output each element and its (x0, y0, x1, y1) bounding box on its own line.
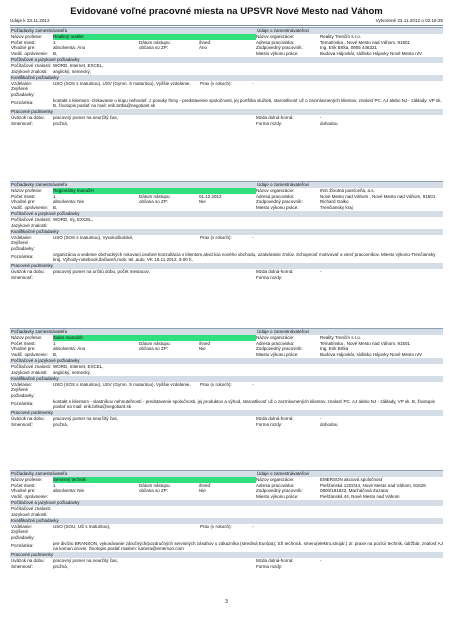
label: Zvýšené požiadavky: (11, 529, 35, 540)
driver-license: B, (53, 50, 58, 56)
offer-header: Požiadavky zamestnávateľa (11, 471, 68, 476)
start-date: ihneď (199, 482, 211, 488)
vacancy-count: 1 (53, 193, 56, 199)
computer-skills: WORD, Inj, EXCEL, (53, 217, 94, 223)
education: USO (SOS s maturitou), Vysokoškolské, (53, 234, 134, 240)
contact-person: 0800/181822, Macháčová Zuzana (320, 488, 389, 494)
label: Zvýšené požiadavky: (11, 240, 35, 251)
label: Úväzok na dobu: (11, 115, 45, 121)
label: Poznámka: (11, 254, 34, 260)
label: Vodič. oprávnenie: (11, 50, 49, 56)
graduate-suitability: absolventa: Áno (53, 45, 86, 51)
label: Dátum nástupu: (139, 482, 171, 488)
conditions-section-header: Pracovné podmienky (10, 263, 443, 269)
label: Prax (v rokoch): (200, 80, 232, 86)
label: Jazykové znalosti: (11, 68, 48, 74)
label: Forma mzdy: (256, 563, 283, 569)
label: Počet miest: (11, 482, 36, 488)
work-location: Trenčiansky kraj (320, 204, 353, 210)
label: Poznámka: (11, 401, 34, 407)
wage-form (320, 564, 443, 570)
contract-type: pracovný pomer na určitú dobu, počet mesiacov, (53, 269, 150, 275)
position-name: Realitný maklér (53, 34, 256, 40)
qualification-section-header: Kvalifikačné požiadavky (10, 376, 443, 382)
label: Zvýšené požiadavky: (11, 86, 35, 97)
label: Počítačové znalosti: (11, 506, 52, 512)
created-timestamp: Vytvorené 23.11.2012 o 02:18:25 (375, 18, 443, 23)
label: Vodič. oprávnenie: (11, 493, 49, 499)
label: Názov profesie: (11, 477, 43, 483)
contract-type: pracovný pomer na neurčitý čas, (53, 558, 119, 564)
work-location: Piešťanská 44, Nové Mesto nad Váhom (320, 493, 400, 499)
section-header (10, 470, 443, 477)
job-note: organizácia a vedenie obchodných rokovaní,osobné konzultácia s klientom,akvizícia nového obchodu, uzatváranie zmlúv. Schopnosť motivovať a viesť pracovníkov. Miesto výkonu-Trenčiansky kraj. Výhody-notebook,tlačiareň,mob. tel.,auto. VK 16.11.2012, 9.00 h, (53, 251, 436, 263)
label: Vzdelanie: (11, 80, 33, 86)
language-skills: anglický, nemecký, (53, 68, 92, 74)
skills-section-header: Počítačové a jazykové požiadavky (10, 57, 443, 63)
label: Miesto výkonu práce: (256, 204, 299, 210)
vacancy-count: 1 (53, 340, 56, 346)
shift-type: pružná, (53, 563, 69, 569)
job-note: kontakt s klientom - vlastníkov nehnuteľností - predstavenie spoločnosti, jej produktov a výhod, starostlivosť už o zazmluvnených klientov, znalosť PC. AJ alebo NJ - základy, VP sk. B, životopis poslať na mail: erik.brtka@negotiant.sk (53, 398, 435, 410)
label: Dátum nástupu: (139, 193, 171, 199)
label: Zodpovedný pracovník: (256, 45, 303, 51)
workplace-address: Tematínska , Nové Mesto nad Váhom, 91501 (320, 39, 411, 45)
label: Jazykové znalosti: (11, 511, 48, 517)
offer-header: Požiadavky zamestnávateľa (11, 329, 68, 334)
label: občana so ZP: (139, 199, 169, 205)
contract-type: pracovný pomer na neurčitý čas, (53, 115, 119, 121)
conditions-section-header: Pracovné podmienky (10, 552, 443, 558)
label: Zvýšené požiadavky: (11, 387, 35, 398)
driver-license: B, (53, 351, 58, 357)
label: Adresa pracoviska: (256, 193, 295, 199)
shift-type (53, 275, 256, 281)
label: Názov organizácie: (256, 34, 295, 40)
employer-header: Údaje o zamestnávateľovi (257, 28, 309, 33)
section-header (10, 181, 443, 188)
language-skills: anglický, nemecký, (53, 369, 92, 375)
contact-person: Richard Galko (320, 199, 349, 205)
language-skills (53, 223, 443, 229)
page-number: 3 (225, 599, 228, 605)
label: Dátum nástupu: (139, 340, 171, 346)
education: USO (SOS s maturitou), USV (Gymn. S maturitou), Vyššie vzdelanie, (53, 80, 191, 86)
label: Jazykové znalosti: (11, 222, 48, 228)
label: Vzdelanie: (11, 523, 33, 529)
education: USO (SOU, UŠ s maturitou), (53, 523, 111, 529)
label: Prax (v rokoch): (200, 381, 232, 387)
label: Mzda dolná-horná: (256, 115, 294, 121)
qualification-section-header: Kvalifikačné požiadavky (10, 75, 443, 81)
workplace-address: Nové Mesto nad Váhom , Nové Mesto nad Váhom, 91501 (320, 193, 436, 199)
wage-form: dohodou (320, 421, 338, 427)
label: Adresa pracoviska: (256, 39, 295, 45)
conditions-section-header: Pracovné podmienky (10, 109, 443, 115)
vacancy-count: 1 (53, 482, 56, 488)
job-note: pre divíziu BRANSON, vykonávanie záručných/pozáručných servisných zásahov u zákazníka (strediná Európa); SŠ technick. smeru(elektro,strojár.) 2r. praxe na pozícii technik, údržbár, znalosť AJ na komun.úrovni. životopis poslať mailom: kariera@emerson.com (53, 540, 443, 552)
graduate-suitability: absolventa: Nie (53, 199, 85, 205)
label: Počet miest: (11, 193, 36, 199)
label: Vodič. oprávnenie: (11, 204, 49, 210)
label: Názov organizácie: (256, 188, 295, 194)
label: Miesto výkonu práce: (256, 351, 299, 357)
label: Zodpovedný pracovník: (256, 346, 303, 352)
graduate-suitability: absolventa: Nie (53, 488, 85, 494)
label: Prax (v rokoch): (200, 234, 232, 240)
label: Adresa pracoviska: (256, 340, 295, 346)
label: Vzdelanie: (11, 234, 33, 240)
employer-header: Údaje o zamestnávateľovi (257, 471, 309, 476)
qualification-section-header: Kvalifikačné požiadavky (10, 518, 443, 524)
label: Mzda dolná-horná: (256, 558, 294, 564)
skills-section-header: Počítačové a jazykové požiadavky (10, 358, 443, 364)
label: Poznámka: (11, 543, 34, 549)
label: Jazykové znalosti: (11, 369, 48, 375)
start-date: 01.12.2012 (199, 193, 222, 199)
workplace-address: Tematínska , Nové Mesto nad Váhom, 91501 (320, 340, 411, 346)
label: Mzda dolná-horná: (256, 269, 294, 275)
position-name: Sales manažér (53, 335, 256, 341)
label: Počítačové znalosti: (11, 364, 52, 370)
employer-name: EMERSON akciová spoločnosť (320, 477, 383, 483)
wage-range: - (320, 115, 322, 121)
wage-range: - (320, 269, 322, 275)
contact-person: Ing. Erik Brtka (320, 346, 349, 352)
job-note: kontakt s klientom -získavanie o kúpu nehnuteľ. z ponuky firmy - predstavenie spoločnosti, jej portfólia služieb, starostlivosť už o zazmluvnených klientov, znalosť PC. AJ alebo NJ - základy. VP sk. B. životopis poslať na mail: erik.brtka@negotiant.sk (53, 97, 442, 109)
header-divider (10, 25, 443, 26)
work-location: Budova Hájovkár, sídlisko Hájovky Nové Mesto n/V (320, 351, 423, 357)
document-title: Evidované voľné pracovné miesta na UPSVR Nové Mesto nad Váhom (70, 6, 383, 17)
job-listing (10, 27, 443, 126)
language-skills (53, 512, 443, 518)
label: Vhodné pre: (11, 346, 36, 352)
start-date: ihneď (199, 340, 211, 346)
employer-name: ING Životná poisťovňa, a.s. (320, 188, 375, 194)
computer-skills: WORD, Internet, EXCEL, (53, 364, 104, 370)
graduate-suitability: absolventa: Áno (53, 346, 86, 352)
label: Smennosť: (11, 274, 33, 280)
job-listing (10, 328, 443, 427)
data-date: Údaje k 23.11.2012 (10, 18, 50, 23)
disabled-suitability: Nie (199, 346, 206, 352)
label: Mzda dolná-horná: (256, 416, 294, 422)
label: Miesto výkonu práce: (256, 50, 299, 56)
label: občana so ZP: (139, 45, 169, 51)
label: Prax (v rokoch): (200, 523, 232, 529)
contract-type: pracovný pomer na neurčitý čas, (53, 416, 119, 422)
label: Vodič. oprávnenie: (11, 351, 49, 357)
label: Zodpovedný pracovník: (256, 488, 303, 494)
label: Miesto výkonu práce: (256, 493, 299, 499)
wage-form (320, 275, 443, 281)
skills-section-header: Počítačové a jazykové požiadavky (10, 500, 443, 506)
label: Adresa pracoviska: (256, 482, 295, 488)
practice-years: - (252, 234, 254, 240)
label: Úväzok na dobu: (11, 269, 45, 275)
label: Smennosť: (11, 563, 33, 569)
practice-years: - (252, 80, 254, 86)
driver-license (53, 494, 256, 500)
driver-license: B, (53, 204, 58, 210)
disabled-suitability: Nie (199, 488, 206, 494)
start-date: ihneď (199, 39, 211, 45)
offer-header: Požiadavky zamestnávateľa (11, 28, 68, 33)
computer-skills: WORD, Internet, EXCEL, (53, 63, 104, 69)
offer-header: Požiadavky zamestnávateľa (11, 182, 68, 187)
job-listing (10, 470, 443, 569)
position-name: Regionálny manažér (53, 188, 256, 194)
label: Úväzok na dobu: (11, 558, 45, 564)
disabled-suitability: Nie (199, 199, 206, 205)
label: Názov profesie: (11, 34, 43, 40)
workplace-address: Piešťanská 1202/44, Nové Mesto nad Váhom, 91528 (320, 482, 426, 488)
label: Forma mzdy: (256, 120, 283, 126)
employer-header: Údaje o zamestnávateľovi (257, 182, 309, 187)
qualification-section-header: Kvalifikačné požiadavky (10, 229, 443, 235)
shift-type: pružná, (53, 421, 69, 427)
vacancy-count: 1 (53, 39, 56, 45)
skills-section-header: Počítačové a jazykové požiadavky (10, 211, 443, 217)
employer-name: Reality Trenčín s.r.o. (320, 335, 362, 341)
label: Vhodné pre: (11, 488, 36, 494)
shift-type: pružná, (53, 120, 69, 126)
label: Vhodné pre: (11, 45, 36, 51)
label: Počet miest: (11, 340, 36, 346)
label: Názov profesie: (11, 188, 43, 194)
label: Smennosť: (11, 120, 33, 126)
work-location: Budova Hájovkár, sídlisko Hájovky Nové Mesto n/V (320, 50, 423, 56)
label: Počítačové znalosti: (11, 63, 52, 69)
label: Úväzok na dobu: (11, 416, 45, 422)
label: Počet miest: (11, 39, 36, 45)
label: Vzdelanie: (11, 381, 33, 387)
label: Názov organizácie: (256, 335, 295, 341)
conditions-section-header: Pracovné podmienky (10, 410, 443, 416)
section-header (10, 27, 443, 34)
label: Názov organizácie: (256, 477, 295, 483)
label: Smennosť: (11, 421, 33, 427)
label: občana so ZP: (139, 346, 169, 352)
practice-years: - (252, 523, 254, 529)
label: občana so ZP: (139, 488, 169, 494)
job-listing (10, 181, 443, 280)
wage-range: - (320, 558, 322, 564)
wage-form: dohodou (320, 120, 338, 126)
label: Zodpovedný pracovník: (256, 199, 303, 205)
position-name: Servisný technik (53, 477, 256, 483)
label: Poznámka: (11, 100, 34, 106)
label: Forma mzdy: (256, 274, 283, 280)
label: Dátum nástupu: (139, 39, 171, 45)
label: Forma mzdy: (256, 421, 283, 427)
education: USO (SOS s maturitou), USV (Gymn. S maturitou), Vyššie vzdelanie, (53, 381, 191, 387)
employer-name: Reality Trenčín s.r.o. (320, 34, 362, 40)
section-header (10, 328, 443, 335)
label: Vhodné pre: (11, 199, 36, 205)
practice-years: - (252, 381, 254, 387)
contact-person: Ing. Erik Brtka, 0905 446321 (320, 45, 378, 51)
disabled-suitability: Áno (199, 45, 208, 51)
label: Počítačové znalosti: (11, 217, 52, 223)
wage-range: - (320, 416, 322, 422)
employer-header: Údaje o zamestnávateľovi (257, 329, 309, 334)
label: Názov profesie: (11, 335, 43, 341)
